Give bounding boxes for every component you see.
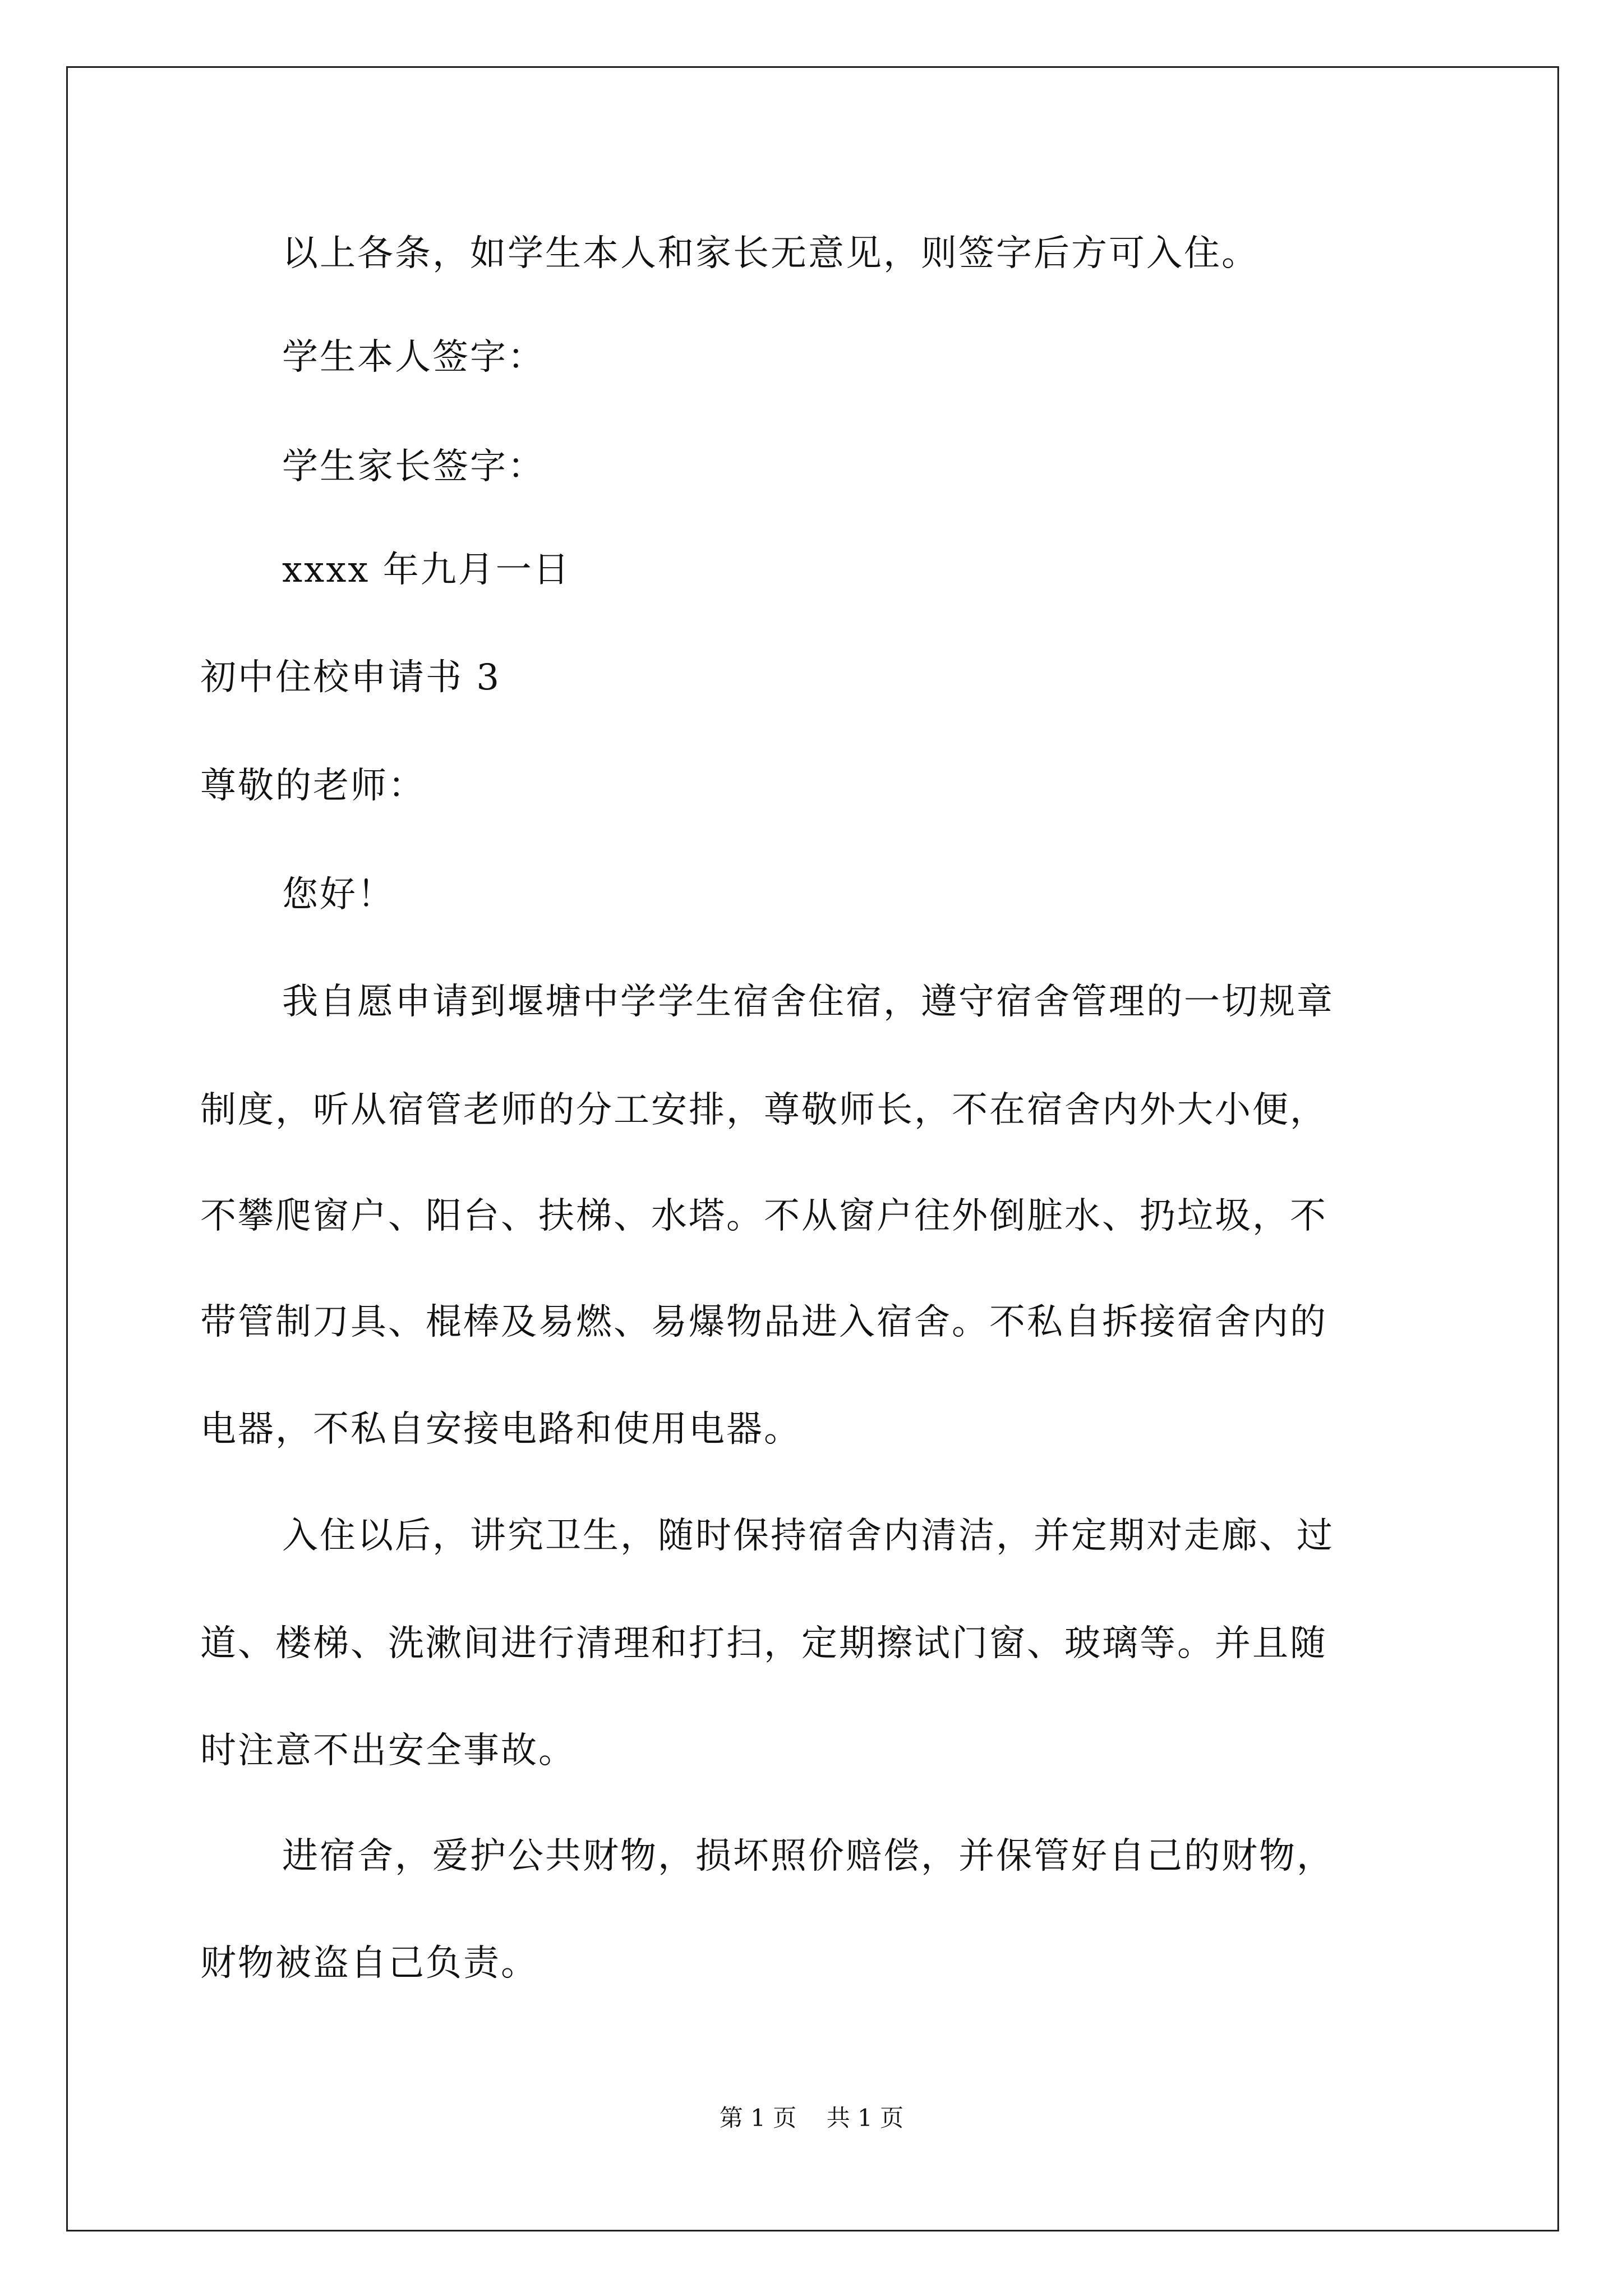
student-signature-line: 学生本人签字： — [282, 337, 545, 378]
paragraph-line: 电器，不私自安接电路和使用电器。 — [200, 1409, 801, 1450]
paragraph-line: 时注意不出安全事故。 — [200, 1730, 576, 1772]
paragraph-line: 带管制刀具、棍棒及易燃、易爆物品进入宿舍。不私自拆接宿舍内的 — [200, 1301, 1327, 1343]
paragraph-line: 入住以后，讲究卫生，随时保持宿舍内清洁，并定期对走廊、过 — [282, 1515, 1334, 1557]
paragraph-line: 以上各条，如学生本人和家长无意见，则签字后方可入住。 — [282, 233, 1259, 274]
section-title: 初中住校申请书 3 — [200, 657, 501, 698]
paragraph-line: 不攀爬窗户、阳台、扶梯、水塔。不从窗户往外倒脏水、扔垃圾，不 — [200, 1195, 1327, 1237]
paragraph-line: 制度，听从宿管老师的分工安排，尊敬师长，不在宿舍内外大小便， — [200, 1089, 1327, 1131]
paragraph-line: 我自愿申请到堰塘中学学生宿舍住宿，遵守宿舍管理的一切规章 — [282, 981, 1334, 1023]
greeting: 您好！ — [282, 874, 395, 915]
paragraph-line: 进宿舍，爱护公共财物，损坏照价赔偿，并保管好自己的财物， — [282, 1835, 1334, 1877]
paragraph-line: 财物被盗自己负责。 — [200, 1943, 538, 1984]
page-border — [66, 66, 1559, 2231]
parent-signature-line: 学生家长签字： — [282, 446, 545, 487]
paragraph-line: 道、楼梯、洗漱间进行清理和打扫，定期擦试门窗、玻璃等。并且随 — [200, 1623, 1327, 1664]
page-footer: 第 1 页 共 1 页 — [719, 2104, 904, 2132]
date-line: xxxx 年九月一日 — [282, 549, 571, 591]
salutation: 尊敬的老师： — [200, 765, 426, 807]
